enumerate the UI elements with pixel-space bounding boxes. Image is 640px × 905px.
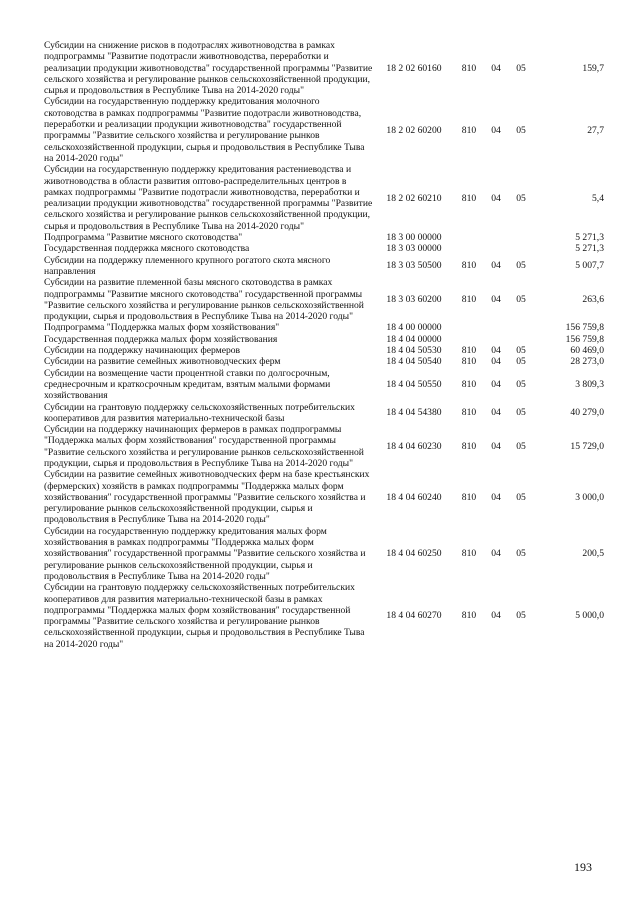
section-code: 04: [491, 345, 501, 357]
subsection-code: 05: [516, 294, 526, 306]
amount: 263,6: [582, 294, 604, 306]
subsection-code: [508, 322, 534, 333]
target-code: 18 4 04 50530: [386, 345, 442, 357]
amount: 27,7: [587, 124, 604, 136]
table-row: [44, 322, 604, 333]
expense-type: 810: [461, 62, 477, 74]
subsection-code: [508, 334, 534, 345]
budget-table-body: [44, 40, 604, 650]
expense-type: 810: [461, 610, 477, 622]
subsection-code: [508, 232, 534, 243]
expense-type: [454, 243, 484, 254]
row-name: Субсидии на развитие семейных животноводческих ферм: [44, 356, 281, 368]
section-code: [484, 243, 508, 254]
expense-type: [454, 322, 484, 333]
expense-type: 810: [461, 407, 477, 419]
subsection-code: 05: [516, 345, 526, 357]
amount: 5 271,3: [575, 243, 604, 255]
table-row: [44, 243, 604, 254]
row-name: Субсидии на развитие семейных животноводческих ферм на базе крестьянских (фермерских) хозяйств в рамках подпрограммы "Поддержка малых форм хозяйствования" государственной программы "Развитие сельского хозяйства и регулирование рынков сельскохозяйственной продукции, сырья и продовольствия в Республике Тыва на 2014-2020 годы": [44, 469, 370, 526]
table-row: [44, 232, 604, 243]
row-name: Субсидии на поддержку начинающих фермеров: [44, 345, 241, 357]
subsection-code: 05: [516, 260, 526, 272]
row-name: Субсидии на поддержку начинающих фермеров в рамках подпрограммы "Поддержка малых форм хозяйствования" государственной программы "Развитие сельского хозяйства и регулирование рынков сельскохозяйственной продукции, сырья и продовольствия в Республике Тыва на 2014-2020 годы": [44, 424, 364, 469]
section-code: 04: [491, 192, 501, 204]
amount: 200,5: [582, 548, 604, 560]
target-code: 18 3 00 00000: [386, 232, 442, 244]
row-name: Государственная поддержка малых форм хозяйствования: [44, 333, 278, 345]
expense-type: 810: [461, 345, 477, 357]
section-code: 04: [491, 260, 501, 272]
target-code: 18 2 02 60160: [386, 62, 442, 74]
target-code: 18 4 04 00000: [386, 333, 442, 345]
expense-type: 810: [461, 294, 477, 306]
expense-type: 810: [461, 124, 477, 136]
table-row: [44, 345, 604, 356]
section-code: 04: [491, 124, 501, 136]
amount: 60 469,0: [570, 345, 604, 357]
page-number: 193: [574, 860, 592, 874]
section-code: 04: [491, 610, 501, 622]
row-name: Субсидии на грантовую поддержку сельскохозяйственных потребительских кооперативов для развития материально-технической базы: [44, 401, 355, 424]
row-name: Субсидии на государственную поддержку кредитования растениеводства и животноводства в области развития оптово-распределительных центров в рамках подпрограммы "Развитие подотрасли животноводства, переработки и реализации продукции животноводства" государственной программы "Развитие сельского хозяйства и регулирование рынков сельскохозяйственной продукции, сырья и продовольствия в Республике Тыва на 2014-2020 годы": [44, 164, 373, 232]
target-code: 18 4 00 00000: [386, 322, 442, 334]
subsection-code: 05: [516, 378, 526, 390]
row-name: Государственная поддержка мясного скотоводства: [44, 243, 250, 255]
target-code: 18 2 02 60210: [386, 192, 442, 204]
target-code: 18 4 04 60240: [386, 491, 442, 503]
target-code: 18 4 04 50550: [386, 378, 442, 390]
expense-type: 810: [461, 356, 477, 368]
amount: 5 000,0: [575, 610, 604, 622]
subsection-code: 05: [516, 124, 526, 136]
subsection-code: 05: [516, 407, 526, 419]
subsection-code: 05: [516, 62, 526, 74]
target-code: 18 4 04 54380: [386, 407, 442, 419]
table-row: [44, 40, 604, 96]
section-code: 04: [491, 407, 501, 419]
subsection-code: [508, 243, 534, 254]
amount: 40 279,0: [570, 407, 604, 419]
expense-type: 810: [461, 441, 477, 453]
table-row: [44, 334, 604, 345]
table-row: [44, 526, 604, 582]
amount: 5 007,7: [575, 260, 604, 272]
subsection-code: 05: [516, 610, 526, 622]
table-row: [44, 469, 604, 525]
subsection-code: 05: [516, 441, 526, 453]
table-row: [44, 368, 604, 402]
table-row: [44, 402, 604, 425]
expense-type: 810: [461, 378, 477, 390]
section-code: 04: [491, 294, 501, 306]
row-name: Субсидии на грантовую поддержку сельскохозяйственных потребительских кооперативов для развития материально-технической базы в рамках подпрограммы "Поддержка малых форм хозяйствования" государственной программы "Развитие сельского хозяйства и регулирование рынков сельскохозяйственной продукции, сырья и продовольствия в Республике Тыва на 2014-2020 годы": [44, 582, 365, 650]
budget-table: [44, 40, 604, 650]
target-code: 18 4 04 60230: [386, 441, 442, 453]
row-name: Субсидии на государственную поддержку кредитования малых форм хозяйствования в рамках подпрограммы "Поддержка малых форм хозяйствования" государственной программы "Развитие сельского хозяйства и регулирование рынков сельскохозяйственной продукции, сырья и продовольствия в Республике Тыва на 2014-2020 годы": [44, 525, 366, 582]
amount: 15 729,0: [570, 441, 604, 453]
target-code: 18 3 03 00000: [386, 243, 442, 255]
table-row: [44, 255, 604, 278]
amount: 3 809,3: [575, 378, 604, 390]
target-code: 18 4 04 50540: [386, 356, 442, 368]
expense-type: 810: [461, 192, 477, 204]
section-code: [484, 322, 508, 333]
subsection-code: 05: [516, 356, 526, 368]
table-row: [44, 96, 604, 164]
table-row: [44, 277, 604, 322]
row-name: Субсидии на возмещение части процентной ставки по долгосрочным, среднесрочным и краткосрочным кредитам, взятым малыми формами хозяйствования: [44, 367, 331, 402]
row-name: Подпрограмма "Поддержка малых форм хозяйствования": [44, 322, 280, 334]
expense-type: [454, 232, 484, 243]
amount: 156 759,8: [565, 322, 604, 334]
section-code: [484, 334, 508, 345]
subsection-code: 05: [516, 192, 526, 204]
amount: 156 759,8: [565, 333, 604, 345]
row-name: Субсидии на государственную поддержку кредитования молочного скотоводства в рамках подпрограммы "Развитие подотрасли животноводства, переработки и реализации продукции животноводства" государственной программы "Развитие сельского хозяйства и регулирование рынков сельскохозяйственной продукции, сырья и продовольствия в Республике Тыва на 2014-2020 годы": [44, 96, 365, 164]
row-name: Подпрограмма "Развитие мясного скотоводства": [44, 232, 243, 244]
target-code: 18 3 03 60200: [386, 294, 442, 306]
table-row: [44, 356, 604, 367]
target-code: 18 4 04 60270: [386, 610, 442, 622]
target-code: 18 4 04 60250: [386, 548, 442, 560]
expense-type: [454, 334, 484, 345]
subsection-code: 05: [516, 491, 526, 503]
expense-type: 810: [461, 491, 477, 503]
row-name: Субсидии на поддержку племенного крупного рогатого скота мясного направления: [44, 254, 331, 277]
table-row: [44, 164, 604, 232]
amount: 5 271,3: [575, 232, 604, 244]
target-code: 18 2 02 60200: [386, 124, 442, 136]
section-code: 04: [491, 378, 501, 390]
row-name: Субсидии на снижение рисков в подотраслях животноводства в рамках подпрограммы "Развитие подотрасли животноводства, переработки и реализации продукции животноводства" государственной программы "Развитие сельского хозяйства и регулирование рынков сельскохозяйственной продукции, сырья и продовольствия в Республике Тыва на 2014-2020 годы": [44, 40, 373, 97]
amount: 28 273,0: [570, 356, 604, 368]
section-code: 04: [491, 62, 501, 74]
subsection-code: 05: [516, 548, 526, 560]
section-code: [484, 232, 508, 243]
target-code: 18 3 03 50500: [386, 260, 442, 272]
amount: 5,4: [592, 192, 604, 204]
expense-type: 810: [461, 260, 477, 272]
amount: 3 000,0: [575, 491, 604, 503]
section-code: 04: [491, 356, 501, 368]
table-row: [44, 582, 604, 650]
amount: 159,7: [582, 62, 604, 74]
section-code: 04: [491, 548, 501, 560]
expense-type: 810: [461, 548, 477, 560]
section-code: 04: [491, 441, 501, 453]
row-name: Субсидии на развитие племенной базы мясного скотоводства в рамках подпрограммы "Развитие мясного скотоводства" государственной программы "Развитие сельского хозяйства и регулирование рынков сельскохозяйственной продукции, сырья и продовольствия в Республике Тыва на 2014-2020 годы": [44, 277, 364, 323]
section-code: 04: [491, 491, 501, 503]
table-row: [44, 424, 604, 469]
